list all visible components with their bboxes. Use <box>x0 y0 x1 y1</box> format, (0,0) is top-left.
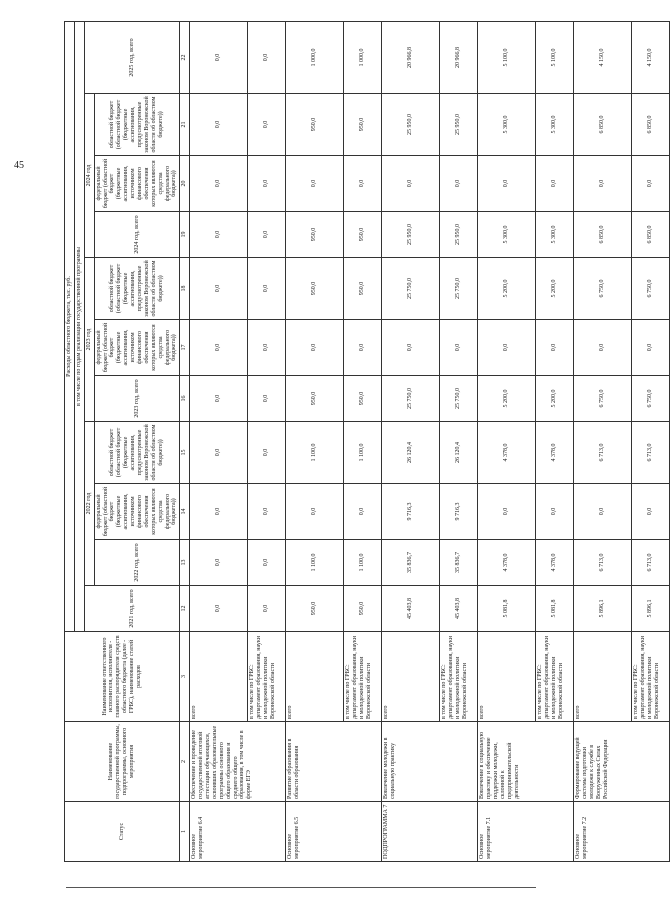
value-cell: 950,0 <box>344 94 382 156</box>
value-cell: 45 403,8 <box>382 586 440 632</box>
value-cell: 0,0 <box>190 212 248 258</box>
value-cell: 0,0 <box>574 156 632 212</box>
value-cell: 0,0 <box>248 376 286 422</box>
header-2023: 2023 год <box>84 258 94 422</box>
table-row <box>382 21 440 861</box>
value-cell: 0,0 <box>248 94 286 156</box>
value-cell: 5 200,0 <box>536 258 574 320</box>
value-cell: 0,0 <box>632 156 670 212</box>
value-cell: 950,0 <box>286 376 344 422</box>
value-cell: 0,0 <box>344 320 382 376</box>
value-cell: 0,0 <box>536 320 574 376</box>
value-cell: 950,0 <box>344 212 382 258</box>
header-2022-total: 2022 год, всего <box>94 540 180 586</box>
value-cell: 0,0 <box>536 156 574 212</box>
value-cell: 0,0 <box>248 540 286 586</box>
row-program-name: Обеспечение и проведение государственной итоговой аттестации обучающихся, освоивших образовательные программы основного общего образования и среднего общего образования, в том числе в форме ЕГЭ <box>190 722 286 802</box>
value-cell: 0,0 <box>286 156 344 212</box>
expenses-table <box>64 21 670 862</box>
value-cell: 0,0 <box>536 484 574 540</box>
value-cell: 950,0 <box>286 258 344 320</box>
value-cell: 0,0 <box>190 540 248 586</box>
value-cell: 5 200,0 <box>478 258 536 320</box>
index-cell: 2 <box>180 722 190 802</box>
value-cell: 0,0 <box>574 320 632 376</box>
value-cell: 0,0 <box>574 484 632 540</box>
value-cell: 0,0 <box>190 21 248 93</box>
value-cell: 0,0 <box>478 484 536 540</box>
value-cell: 950,0 <box>286 586 344 632</box>
row-source: в том числе по ГРБС: департамент образования, науки и молодежной политики Воронежской области <box>632 632 670 722</box>
rotated-table-container <box>64 22 660 862</box>
value-cell: 0,0 <box>190 376 248 422</box>
header-2025-total: 2025 год, всего <box>84 21 180 93</box>
value-cell: 9 716,3 <box>440 484 478 540</box>
value-cell: 25 950,0 <box>440 94 478 156</box>
value-cell: 5 896,1 <box>574 586 632 632</box>
value-cell: 0,0 <box>190 586 248 632</box>
value-cell: 5 081,8 <box>478 586 536 632</box>
value-cell: 0,0 <box>344 156 382 212</box>
value-cell: 950,0 <box>344 258 382 320</box>
row-source: всего <box>574 632 632 722</box>
table-row <box>478 21 536 861</box>
index-cell: 16 <box>180 376 190 422</box>
value-cell: 6 750,0 <box>574 258 632 320</box>
index-cell: 14 <box>180 484 190 540</box>
index-cell: 17 <box>180 320 190 376</box>
value-cell: 0,0 <box>190 156 248 212</box>
row-source: всего <box>286 632 344 722</box>
value-cell: 4 378,0 <box>478 540 536 586</box>
value-cell: 25 750,0 <box>382 258 440 320</box>
value-cell: 9 716,3 <box>382 484 440 540</box>
value-cell: 26 120,4 <box>440 422 478 484</box>
row-program-name: Формирование ведущей системы подготовки молодежи к службе в Вооруженных Силах Российской Федерации <box>574 722 670 802</box>
value-cell: 0,0 <box>478 320 536 376</box>
value-cell: 25 950,0 <box>382 94 440 156</box>
index-cell: 19 <box>180 212 190 258</box>
table-row <box>190 21 248 861</box>
row-status: Основное мероприятие 6.4 <box>190 802 286 862</box>
index-cell: 12 <box>180 586 190 632</box>
row-program-name: Вовлечение молодежи в социальную практику <box>382 722 478 802</box>
index-cell: 18 <box>180 258 190 320</box>
value-cell: 5 100,0 <box>478 21 536 93</box>
value-cell: 6 850,0 <box>574 212 632 258</box>
index-cell: 21 <box>180 94 190 156</box>
value-cell: 950,0 <box>286 212 344 258</box>
value-cell: 6 713,0 <box>632 540 670 586</box>
value-cell: 1 000,0 <box>286 21 344 93</box>
value-cell: 6 850,0 <box>632 94 670 156</box>
header-2022-fed: федеральный бюджет (областной бюджет (бюджетные ассигнования, источником финансового обеспечения которых являются средства федерального бюджета)) <box>94 484 180 540</box>
value-cell: 5 896,1 <box>632 586 670 632</box>
value-cell: 0,0 <box>632 320 670 376</box>
value-cell: 5 300,0 <box>536 94 574 156</box>
value-cell: 4 378,0 <box>536 540 574 586</box>
table-row <box>286 21 344 861</box>
value-cell: 0,0 <box>382 156 440 212</box>
value-cell: 6 713,0 <box>632 422 670 484</box>
value-cell: 5 200,0 <box>536 376 574 422</box>
value-cell: 25 950,0 <box>382 212 440 258</box>
value-cell: 35 836,7 <box>382 540 440 586</box>
value-cell: 950,0 <box>344 376 382 422</box>
row-status: ПОДПРОГРАММА 7 <box>382 802 478 862</box>
footer-rule <box>66 887 536 888</box>
value-cell: 6 750,0 <box>632 258 670 320</box>
value-cell: 5 300,0 <box>478 212 536 258</box>
value-cell: 25 750,0 <box>382 376 440 422</box>
value-cell: 1 000,0 <box>344 21 382 93</box>
header-2024-total: 2024 год, всего <box>94 212 180 258</box>
value-cell: 0,0 <box>248 156 286 212</box>
row-source: всего <box>190 632 248 722</box>
value-cell: 20 966,8 <box>382 21 440 93</box>
value-cell: 6 850,0 <box>632 212 670 258</box>
value-cell: 35 836,7 <box>440 540 478 586</box>
value-cell: 0,0 <box>248 212 286 258</box>
index-cell: 20 <box>180 156 190 212</box>
table-row <box>574 21 632 861</box>
value-cell: 45 403,8 <box>440 586 478 632</box>
row-program-name: Развитие образования в области образования <box>286 722 382 802</box>
page-number: 45 <box>14 160 24 171</box>
value-cell: 1 100,0 <box>344 422 382 484</box>
value-cell: 0,0 <box>382 320 440 376</box>
value-cell: 950,0 <box>344 586 382 632</box>
index-cell: 1 <box>180 802 190 862</box>
header-2024-fed: федеральный бюджет (областной бюджет (бюджетные ассигнования, источником финансового обеспечения которых являются средства федерального бюджета)) <box>94 156 180 212</box>
value-cell: 5 300,0 <box>536 212 574 258</box>
value-cell: 0,0 <box>440 320 478 376</box>
value-cell: 25 950,0 <box>440 212 478 258</box>
value-cell: 0,0 <box>478 156 536 212</box>
value-cell: 1 100,0 <box>344 540 382 586</box>
row-source: всего <box>478 632 536 722</box>
value-cell: 4 150,0 <box>632 21 670 93</box>
index-cell: 15 <box>180 422 190 484</box>
header-by-years: в том числе по годам реализации государственной программы <box>74 21 84 631</box>
value-cell: 6 850,0 <box>574 94 632 156</box>
value-cell: 0,0 <box>286 484 344 540</box>
value-cell: 6 750,0 <box>632 376 670 422</box>
header-2023-reg: областной бюджет (областной бюджет (бюджетные ассигнования, предусмотренные законом Воронежской области об областном бюджете)) <box>94 258 180 320</box>
row-status: Основное мероприятие 6.5 <box>286 802 382 862</box>
header-2022-reg: областной бюджет (областной бюджет (бюджетные ассигнования, предусмотренные законом Воронежской области об областном бюджете)) <box>94 422 180 484</box>
value-cell: 0,0 <box>248 21 286 93</box>
value-cell: 1 100,0 <box>286 422 344 484</box>
index-cell: 13 <box>180 540 190 586</box>
header-2021-total: 2021 год, всего <box>84 586 180 632</box>
value-cell: 4 150,0 <box>574 21 632 93</box>
value-cell: 950,0 <box>286 94 344 156</box>
header-status: Статус <box>65 802 180 862</box>
value-cell: 5 100,0 <box>536 21 574 93</box>
value-cell: 0,0 <box>248 586 286 632</box>
header-2022: 2022 год <box>84 422 94 586</box>
value-cell: 0,0 <box>632 484 670 540</box>
value-cell: 0,0 <box>248 258 286 320</box>
row-source: в том числе по ГРБС: департамент образования, науки и молодежной политики Воронежской области <box>536 632 574 722</box>
row-status: Основное мероприятие 7.1 <box>478 802 574 862</box>
value-cell: 1 100,0 <box>286 540 344 586</box>
value-cell: 0,0 <box>248 422 286 484</box>
value-cell: 5 200,0 <box>478 376 536 422</box>
index-cell: 22 <box>180 21 190 93</box>
value-cell: 0,0 <box>190 422 248 484</box>
header-sources: Наименование ответственного исполнителя, исполнителя - главного распорядителя средств областного бюджета (далее - ГРБС), наименование статей расходов <box>65 632 180 722</box>
value-cell: 0,0 <box>190 94 248 156</box>
row-source: всего <box>382 632 440 722</box>
header-expenses-title: Расходы областного бюджета, тыс. руб. <box>65 21 75 631</box>
column-index-row <box>180 21 190 861</box>
value-cell: 20 966,8 <box>440 21 478 93</box>
value-cell: 0,0 <box>248 484 286 540</box>
table-body <box>190 21 670 861</box>
value-cell: 0,0 <box>248 320 286 376</box>
value-cell: 6 713,0 <box>574 422 632 484</box>
row-source: в том числе по ГРБС: департамент образования, науки и молодежной политики Воронежской области <box>248 632 286 722</box>
value-cell: 0,0 <box>344 484 382 540</box>
value-cell: 0,0 <box>286 320 344 376</box>
value-cell: 25 750,0 <box>440 258 478 320</box>
header-program-name: Наименование государственной программы, подпрограммы, основного мероприятия <box>65 722 180 802</box>
value-cell: 6 713,0 <box>574 540 632 586</box>
value-cell: 25 750,0 <box>440 376 478 422</box>
index-cell: 3 <box>180 632 190 722</box>
value-cell: 4 378,0 <box>478 422 536 484</box>
row-source: в том числе по ГРБС: департамент образования, науки и молодежной политики Воронежской области <box>440 632 478 722</box>
value-cell: 0,0 <box>190 320 248 376</box>
header-2023-fed: федеральный бюджет (областной бюджет (бюджетные ассигнования, источником финансового обеспечения которых являются средства федерального бюджета)) <box>94 320 180 376</box>
value-cell: 0,0 <box>190 258 248 320</box>
row-source: в том числе по ГРБС: департамент образования, науки и молодежной политики Воронежской области <box>344 632 382 722</box>
value-cell: 4 378,0 <box>536 422 574 484</box>
value-cell: 6 750,0 <box>574 376 632 422</box>
value-cell: 5 081,8 <box>536 586 574 632</box>
row-status: Основное мероприятие 7.2 <box>574 802 670 862</box>
value-cell: 0,0 <box>440 156 478 212</box>
value-cell: 26 120,4 <box>382 422 440 484</box>
row-program-name: Вовлечение в социальную практику и обеспечение поддержки молодежи, склонной к предпринимательской деятельности <box>478 722 574 802</box>
header-2023-total: 2023 год, всего <box>94 376 180 422</box>
value-cell: 5 300,0 <box>478 94 536 156</box>
header-2024-reg: областной бюджет (областной бюджет (бюджетные ассигнования, предусмотренные законом Воронежской области об областном бюджете)) <box>94 94 180 156</box>
header-2024: 2024 год <box>84 94 94 258</box>
value-cell: 0,0 <box>190 484 248 540</box>
